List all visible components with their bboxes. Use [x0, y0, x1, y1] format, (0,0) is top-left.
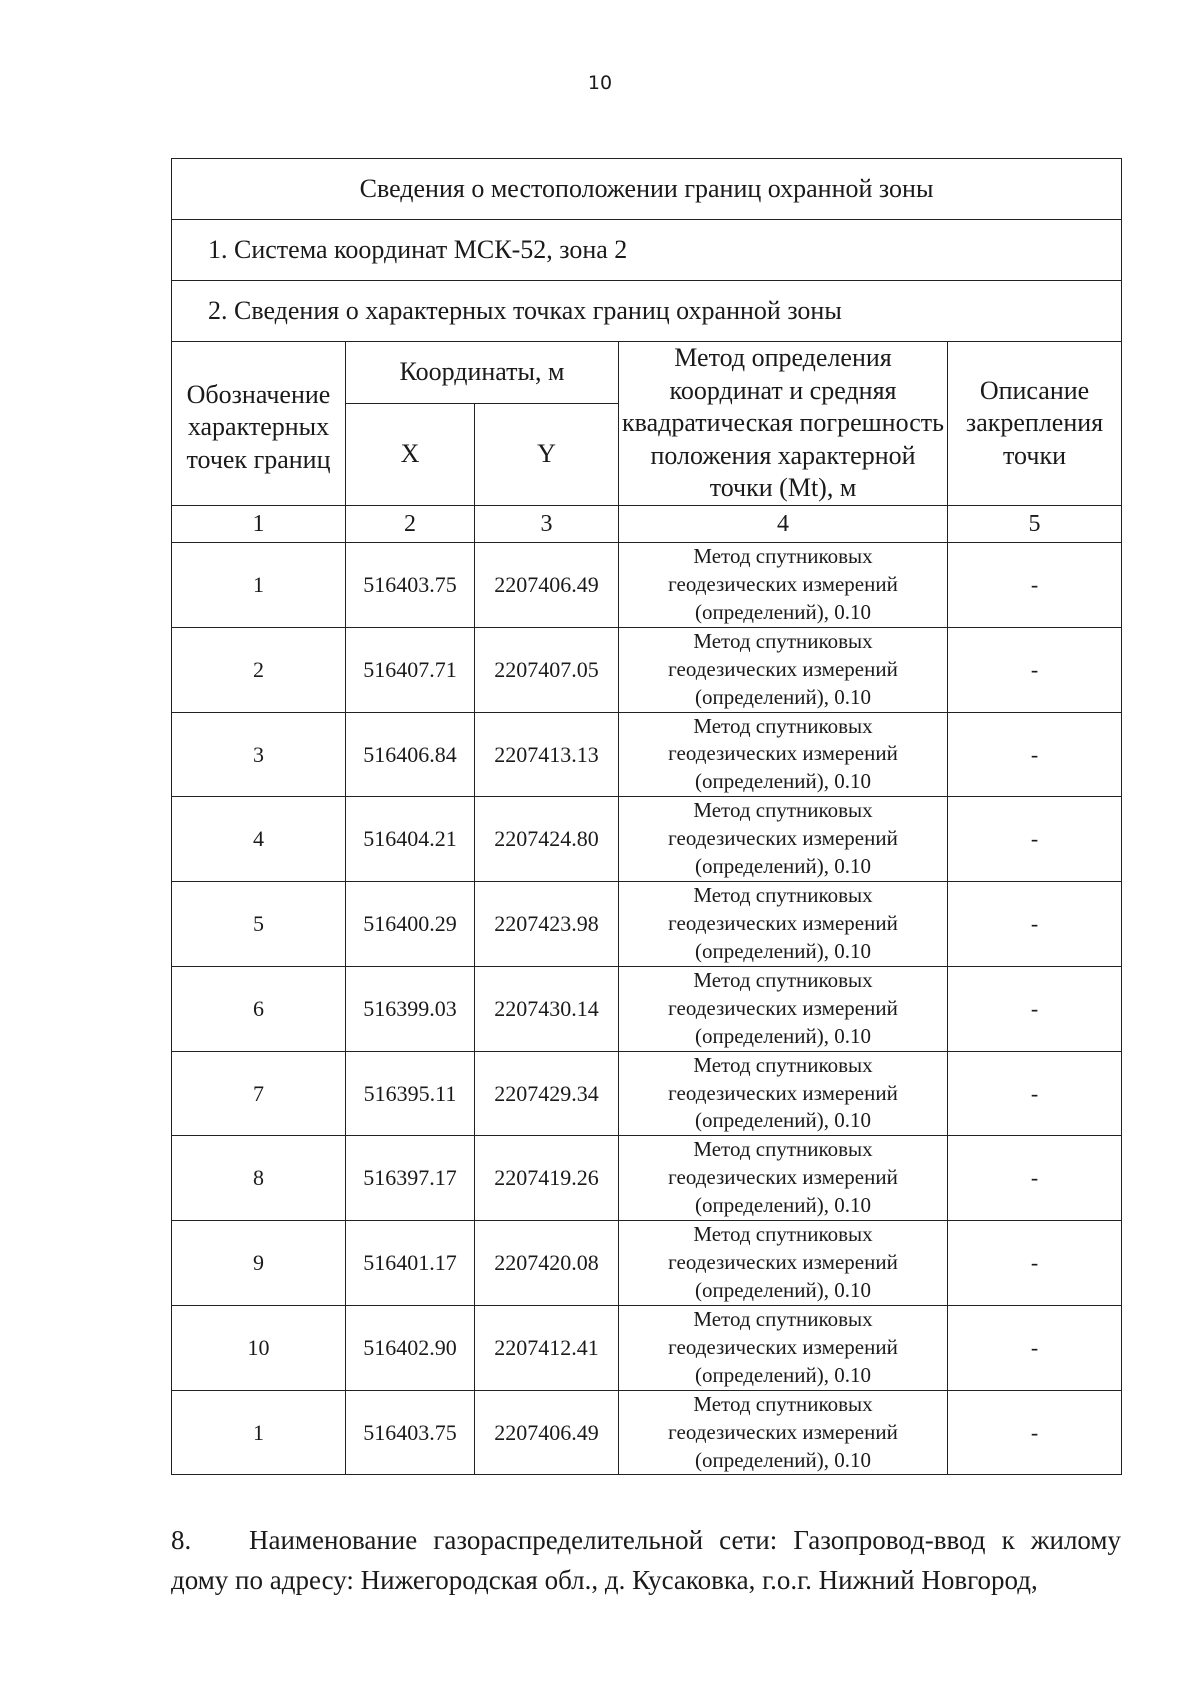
method-line: геодезических измерений [668, 995, 898, 1020]
cell-description: - [948, 1390, 1122, 1475]
cell-method [619, 712, 948, 797]
header-designation: Обозначение характерных точек границ [172, 342, 346, 506]
cell-y: 2207406.49 [475, 1390, 619, 1475]
header-method: Метод определения координат и средняя квадратическая погрешность положения характерной точки (Mt), м [619, 342, 948, 506]
method-line: Метод спутниковых [693, 544, 873, 568]
cell-point: 6 [172, 966, 346, 1051]
method-line: (определений), 0.10 [694, 1362, 872, 1387]
column-number: 2 [346, 506, 475, 543]
cell-description: - [948, 1051, 1122, 1136]
cell-point: 2 [172, 627, 346, 712]
cell-y: 2207420.08 [475, 1221, 619, 1306]
cell-description: - [948, 966, 1122, 1051]
header-description: Описание закрепления точки [948, 342, 1122, 506]
table-row [172, 882, 1122, 967]
method-line: геодезических измерений [668, 1419, 898, 1444]
method-line: (определений), 0.10 [694, 769, 872, 794]
cell-point: 3 [172, 712, 346, 797]
method-line: геодезических измерений [668, 741, 898, 766]
cell-point: 10 [172, 1305, 346, 1390]
cell-description: - [948, 712, 1122, 797]
points-section-title: 2. Сведения о характерных точках границ охранной зоны [172, 281, 1122, 342]
cell-y: 2207430.14 [475, 966, 619, 1051]
method-line: геодезических измерений [668, 1250, 898, 1275]
table-row [172, 1136, 1122, 1221]
cell-point: 5 [172, 882, 346, 967]
cell-point: 4 [172, 797, 346, 882]
cell-y: 2207412.41 [475, 1305, 619, 1390]
cell-y: 2207419.26 [475, 1136, 619, 1221]
cell-description: - [948, 543, 1122, 628]
table-row [172, 1051, 1122, 1136]
method-line: геодезических измерений [668, 1080, 898, 1105]
method-line: Метод спутниковых [693, 713, 873, 738]
table-row [172, 1221, 1122, 1306]
column-number: 1 [172, 506, 346, 543]
method-line: Метод спутниковых [693, 1222, 873, 1247]
cell-method [619, 1221, 948, 1306]
header-y: Y [475, 404, 619, 506]
cell-y: 2207406.49 [475, 543, 619, 628]
coordinate-system: 1. Система координат МСК-52, зона 2 [172, 220, 1122, 281]
method-line: геодезических измерений [668, 826, 898, 851]
method-line: (определений), 0.10 [694, 1277, 872, 1302]
method-line: (определений), 0.10 [694, 1447, 872, 1472]
cell-point: 9 [172, 1221, 346, 1306]
cell-y: 2207407.05 [475, 627, 619, 712]
method-line: (определений), 0.10 [694, 1023, 872, 1048]
paragraph-text: Наименование газораспределительной сети: Газопровод-ввод к жилому дому по адресу: Нижегородская обл., д. Кусаковка, г.о.г. Нижний Новгород, [171, 1525, 1121, 1595]
cell-description: - [948, 1305, 1122, 1390]
method-line: (определений), 0.10 [694, 684, 872, 709]
method-line: Метод спутниковых [693, 628, 873, 653]
method-line: (определений), 0.10 [694, 1108, 872, 1133]
column-number: 4 [619, 506, 948, 543]
boundary-points-table [171, 158, 1122, 1475]
method-line: Метод спутниковых [693, 967, 873, 992]
cell-y: 2207424.80 [475, 797, 619, 882]
cell-x: 516407.71 [346, 627, 475, 712]
cell-x: 516404.21 [346, 797, 475, 882]
table-row [172, 627, 1122, 712]
method-line: Метод спутниковых [693, 1137, 873, 1162]
method-line: (определений), 0.10 [694, 854, 872, 879]
cell-method [619, 966, 948, 1051]
cell-x: 516402.90 [346, 1305, 475, 1390]
cell-method [619, 797, 948, 882]
method-line: Метод спутниковых [693, 1391, 873, 1416]
method-line: геодезических измерений [668, 910, 898, 935]
header-x: X [346, 404, 475, 506]
cell-x: 516401.17 [346, 1221, 475, 1306]
method-line: Метод спутниковых [693, 1052, 873, 1077]
network-name-paragraph [171, 1520, 1121, 1600]
cell-point: 7 [172, 1051, 346, 1136]
method-line: геодезических измерений [668, 571, 898, 596]
cell-method [619, 1136, 948, 1221]
table-row [172, 797, 1122, 882]
cell-method [619, 1051, 948, 1136]
method-line: Метод спутниковых [693, 1306, 873, 1331]
column-number: 5 [948, 506, 1122, 543]
cell-x: 516400.29 [346, 882, 475, 967]
cell-description: - [948, 1136, 1122, 1221]
column-number: 3 [475, 506, 619, 543]
cell-description: - [948, 882, 1122, 967]
cell-y: 2207429.34 [475, 1051, 619, 1136]
cell-x: 516397.17 [346, 1136, 475, 1221]
cell-method [619, 1390, 948, 1475]
method-line: геодезических измерений [668, 1334, 898, 1359]
method-line: Метод спутниковых [693, 883, 873, 908]
cell-x: 516395.11 [346, 1051, 475, 1136]
method-line: (определений), 0.10 [694, 1193, 872, 1218]
cell-description: - [948, 797, 1122, 882]
cell-description: - [948, 1221, 1122, 1306]
method-line: геодезических измерений [668, 656, 898, 681]
cell-y: 2207413.13 [475, 712, 619, 797]
method-line: (определений), 0.10 [694, 599, 872, 624]
header-coordinates: Координаты, м [346, 342, 619, 404]
cell-x: 516403.75 [346, 543, 475, 628]
cell-point: 1 [172, 1390, 346, 1475]
page-number: 10 [587, 72, 613, 94]
cell-point: 1 [172, 543, 346, 628]
cell-method [619, 882, 948, 967]
method-line: Метод спутниковых [693, 798, 873, 823]
table-title: Сведения о местоположении границ охранной зоны [172, 159, 1122, 220]
method-line: (определений), 0.10 [694, 938, 872, 963]
cell-method [619, 1305, 948, 1390]
cell-y: 2207423.98 [475, 882, 619, 967]
cell-description: - [948, 627, 1122, 712]
paragraph-number: 8. [171, 1525, 192, 1555]
cell-method [619, 543, 948, 628]
cell-method [619, 627, 948, 712]
table-row [172, 1390, 1122, 1475]
cell-x: 516403.75 [346, 1390, 475, 1475]
cell-x: 516399.03 [346, 966, 475, 1051]
table-row [172, 712, 1122, 797]
table-row [172, 1305, 1122, 1390]
table-row [172, 966, 1122, 1051]
table-row [172, 543, 1122, 628]
cell-point: 8 [172, 1136, 346, 1221]
method-line: геодезических измерений [668, 1165, 898, 1190]
cell-x: 516406.84 [346, 712, 475, 797]
